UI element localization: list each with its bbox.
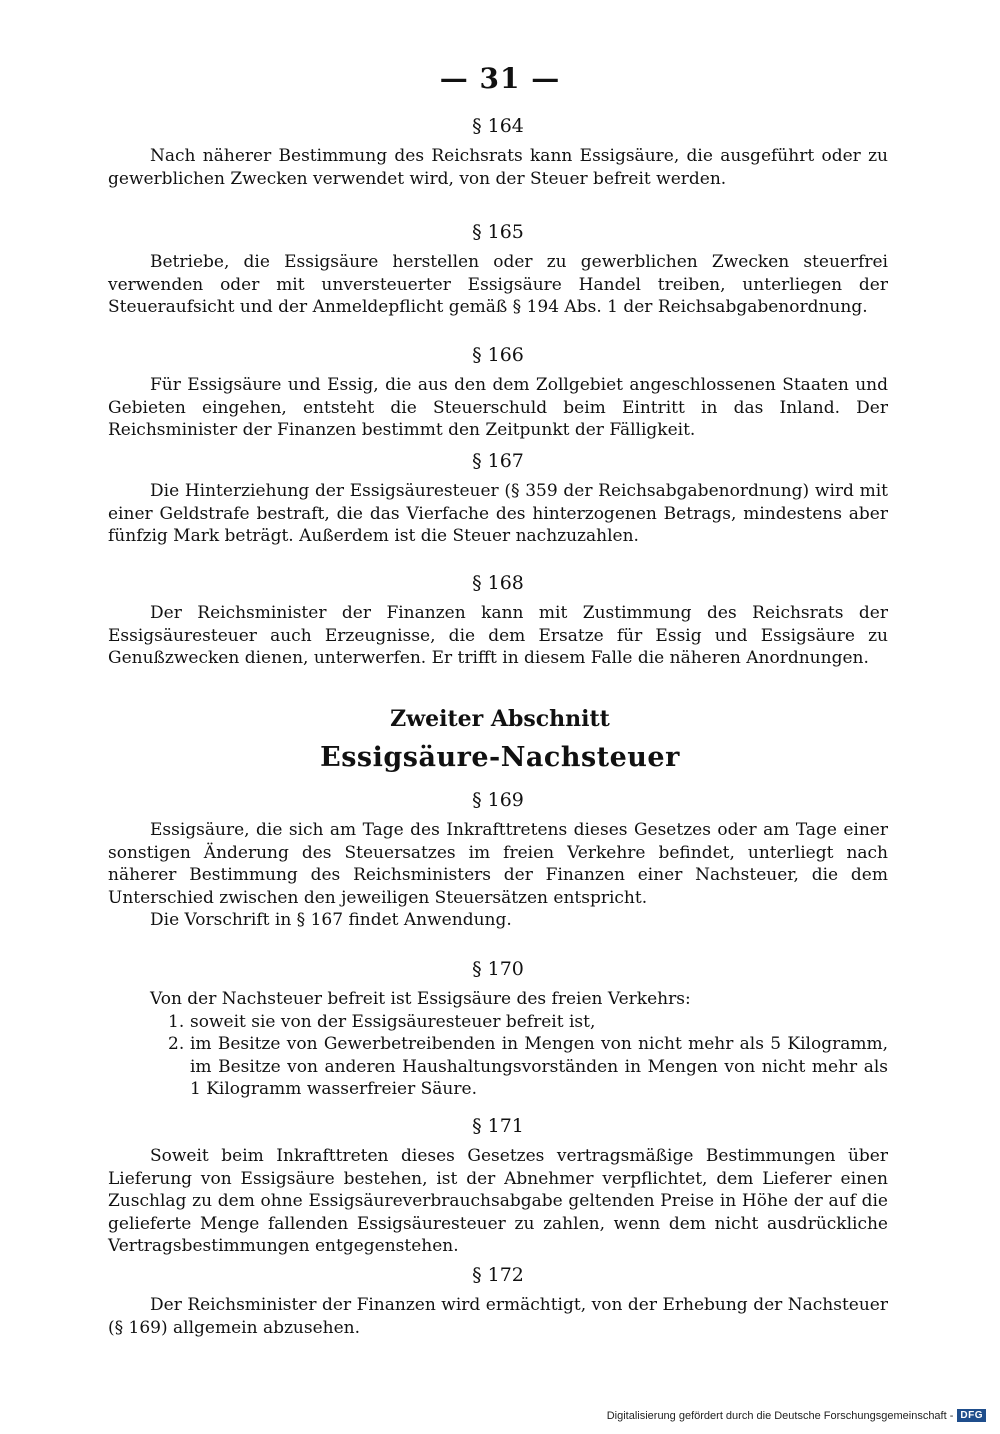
list-item-text: soweit sie von der Essigsäuresteuer befreit ist, — [190, 1011, 596, 1032]
section-heading: § 170 — [472, 958, 524, 980]
section-heading: § 165 — [472, 221, 524, 243]
section-168 — [108, 572, 888, 670]
digitization-footer — [607, 1409, 986, 1422]
section-heading: § 168 — [472, 572, 524, 594]
section-heading: § 169 — [472, 789, 524, 811]
page-number: — 31 — — [439, 62, 561, 95]
section-text: Der Reichsminister der Finanzen wird ermächtigt, von der Erhebung der Nachsteuer (§ 169) allgemein abzusehen. — [108, 1295, 888, 1338]
section-text: Nach näherer Bestimmung des Reichsrats kann Essigsäure, die ausgeführt oder zu gewerblichen Zwecken verwendet wird, von der Steuer befreit werden. — [108, 146, 888, 189]
list-item-number: 1. — [168, 1011, 185, 1032]
section-171 — [108, 1115, 888, 1258]
section-text: Soweit beim Inkrafttreten dieses Gesetzes vertragsmäßige Bestimmungen über Lieferung von Essigsäure bestehen, ist der Abnehmer verpflichtet, dem Lieferer einen Zuschlag zu dem ohne Essigsäureverbrauchsabgabe geltenden Preise in Höhe der auf die gelieferte Menge fallenden Essigsäuresteuer zu zahlen, wenn dem nicht ausdrückliche Vertragsbestimmungen entgegenstehen. — [108, 1146, 888, 1256]
list-item-number: 2. — [168, 1034, 185, 1054]
section-heading: § 166 — [472, 344, 524, 366]
chapter-subtitle: Zweiter Abschnitt — [390, 706, 610, 732]
section-text: Für Essigsäure und Essig, die aus den dem Zollgebiet angeschlossenen Staaten und Gebieten eingehen, entsteht die Steuerschuld beim Eintritt in das Inland. Der Reichsminister der Finanzen bestimmt den Zeitpunkt der Fälligkeit. — [108, 375, 888, 440]
list-item — [108, 1011, 888, 1034]
section-text: Essigsäure, die sich am Tage des Inkrafttretens dieses Gesetzes oder am Tage einer sonstigen Änderung des Steuersatzes im freien Verkehre befindet, unterliegt nach näherer Bestimmung des Reichsministers der Finanzen einer Nachsteuer, die dem Unterschied zwischen den jeweiligen Steuersätzen entspricht. — [108, 820, 888, 908]
section-172 — [108, 1264, 888, 1339]
section-text: Betriebe, die Essigsäure herstellen oder zu gewerblichen Zwecken steuerfrei verwenden oder mit unversteuerter Essigsäure Handel treiben, unterliegen der Steueraufsicht und der Anmeldepflicht gemäß § 194 Abs. 1 der Reichsabgabenordnung. — [108, 252, 888, 317]
section-heading: § 172 — [472, 1264, 524, 1286]
chapter-title: Essigsäure-Nachsteuer — [320, 742, 680, 773]
section-text-2: Die Vorschrift in § 167 findet Anwendung. — [150, 910, 512, 930]
section-164 — [108, 115, 888, 190]
section-heading: § 164 — [472, 115, 524, 137]
list-item — [108, 1033, 888, 1101]
section-165 — [108, 221, 888, 319]
list-item-text: im Besitze von Gewerbetreibenden in Mengen von nicht mehr als 5 Kilogramm, im Besitze von anderen Haushaltungsvorständen in Mengen von nicht mehr als 1 Kilogramm wasserfreier Säure. — [190, 1034, 888, 1099]
section-169 — [108, 789, 888, 932]
section-166 — [108, 344, 888, 442]
section-heading: § 171 — [472, 1115, 524, 1137]
section-170 — [108, 958, 888, 1101]
exemption-list — [108, 1011, 888, 1101]
dfg-logo: DFG — [957, 1409, 986, 1422]
section-intro: Von der Nachsteuer befreit ist Essigsäure des freien Verkehrs: — [150, 989, 691, 1009]
section-167 — [108, 450, 888, 548]
section-text: Der Reichsminister der Finanzen kann mit Zustimmung des Reichsrats der Essigsäuresteuer auch Erzeugnisse, die dem Ersatze für Essig und Essigsäure zu Genußzwecken dienen, unterwerfen. Er trifft in diesem Falle die näheren Anordnungen. — [108, 603, 888, 668]
section-text: Die Hinterziehung der Essigsäuresteuer (§ 359 der Reichsabgabenordnung) wird mit einer Geldstrafe bestraft, die das Vierfache des hinterzogenen Betrags, mindestens aber fünfzig Mark beträgt. Außerdem ist die Steuer nachzuzahlen. — [108, 481, 888, 546]
section-heading: § 167 — [472, 450, 524, 472]
footer-text: Digitalisierung gefördert durch die Deutsche Forschungsgemeinschaft - — [606, 1409, 954, 1422]
